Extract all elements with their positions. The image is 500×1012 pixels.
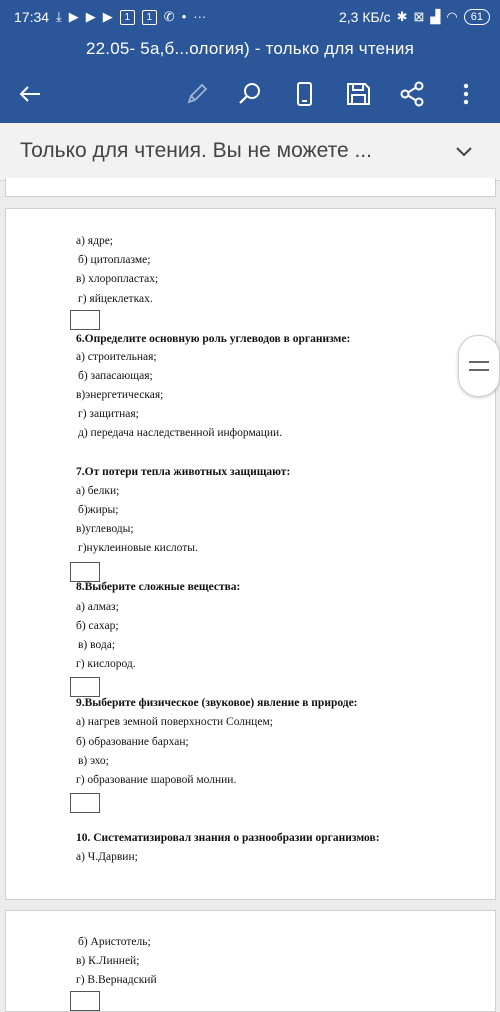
notification-1-icon: 1 <box>120 10 135 25</box>
play-icon: ▶ <box>68 9 79 24</box>
scroll-handle[interactable] <box>458 335 500 397</box>
more-icon[interactable] <box>450 78 482 110</box>
document-page <box>5 208 496 900</box>
answer-option: б) Аристотель; <box>78 936 151 948</box>
status-time: 17:34 <box>14 9 50 25</box>
answer-option: г) образование шаровой молнии. <box>76 774 237 786</box>
answer-option: а) Ч.Дарвин; <box>76 851 138 863</box>
status-bar <box>0 0 500 36</box>
answer-option: в) хлоропластах; <box>76 273 159 285</box>
battery-level: 61 <box>464 9 490 25</box>
toolbar <box>0 74 500 114</box>
search-icon[interactable] <box>234 78 266 110</box>
download-icon: ⤓ <box>56 9 62 24</box>
question-9: 9.Выберите физическое (звуковое) явление в природе: <box>76 697 358 709</box>
answer-option: б) образование бархан; <box>76 736 189 748</box>
answer-option: в)энергетическая; <box>76 389 164 401</box>
document-page-next <box>5 910 496 1012</box>
answer-option: д) передача наследственной информации. <box>78 427 283 439</box>
play-icon: ▶ <box>102 9 113 24</box>
question-7: 7.От потери тепла животных защищают: <box>76 466 291 478</box>
answer-option: б) запасающая; <box>78 370 153 382</box>
answer-box <box>70 310 100 330</box>
chevron-down-icon[interactable] <box>452 139 476 163</box>
share-icon[interactable] <box>396 78 428 110</box>
question-8: 8.Выберите сложные вещества: <box>76 581 241 593</box>
dot-icon: • <box>181 9 187 24</box>
answer-option: в) эхо; <box>78 755 109 767</box>
answer-option: а) строительная; <box>76 351 157 363</box>
app-bar <box>0 0 500 123</box>
answer-option: а) ядре; <box>76 235 113 247</box>
play-icon: ▶ <box>85 9 96 24</box>
answer-box <box>70 562 100 582</box>
answer-option: б)жиры; <box>78 504 119 516</box>
answer-option: а) белки; <box>76 485 120 497</box>
read-only-banner[interactable] <box>0 123 500 181</box>
question-6: 6.Определите основную роль углеводов в организме: <box>76 333 351 345</box>
answer-box <box>70 677 100 697</box>
whatsapp-icon: ✆ <box>163 9 175 24</box>
document-page-previous <box>5 178 496 197</box>
notification-1-icon: 1 <box>142 10 157 25</box>
answer-option: а) нагрев земной поверхности Солнцем; <box>76 716 273 728</box>
answer-option: а) алмаз; <box>76 601 119 613</box>
document-title: 22.05- 5а,б...ология) - только для чтения <box>85 39 414 58</box>
more-notifications-icon: ··· <box>193 9 207 24</box>
question-10: 10. Систематизировал знания о разнообразии организмов: <box>76 832 380 844</box>
answer-option: б) цитоплазме; <box>78 254 151 266</box>
pencil-icon[interactable] <box>180 78 212 110</box>
answer-option: г) защитная; <box>78 408 139 420</box>
read-only-message: Только для чтения. Вы не можете ... <box>20 139 372 162</box>
answer-option: г) яйцеклетках. <box>78 293 153 305</box>
bluetooth-icon: ✱ <box>396 9 408 24</box>
answer-option: б) сахар; <box>76 620 119 632</box>
answer-option: г) В.Вернадский <box>76 974 157 986</box>
save-icon[interactable] <box>342 78 374 110</box>
answer-option: г) кислород. <box>76 658 136 670</box>
answer-option: г)нуклеиновые кислоты. <box>78 542 198 554</box>
signal-icon: ▟ <box>430 9 441 24</box>
back-arrow-icon[interactable] <box>14 78 46 110</box>
answer-option: в) вода; <box>78 639 116 651</box>
network-speed: 2,3 КБ/с <box>339 9 391 25</box>
wifi-icon: ◠ <box>446 9 458 24</box>
phone-icon[interactable] <box>288 78 320 110</box>
answer-box <box>70 991 100 1011</box>
answer-option: в)углеводы; <box>76 523 134 535</box>
answer-box <box>70 793 100 813</box>
no-sim-icon: ⊠ <box>413 9 425 24</box>
answer-option: в) К.Линней; <box>76 955 140 967</box>
